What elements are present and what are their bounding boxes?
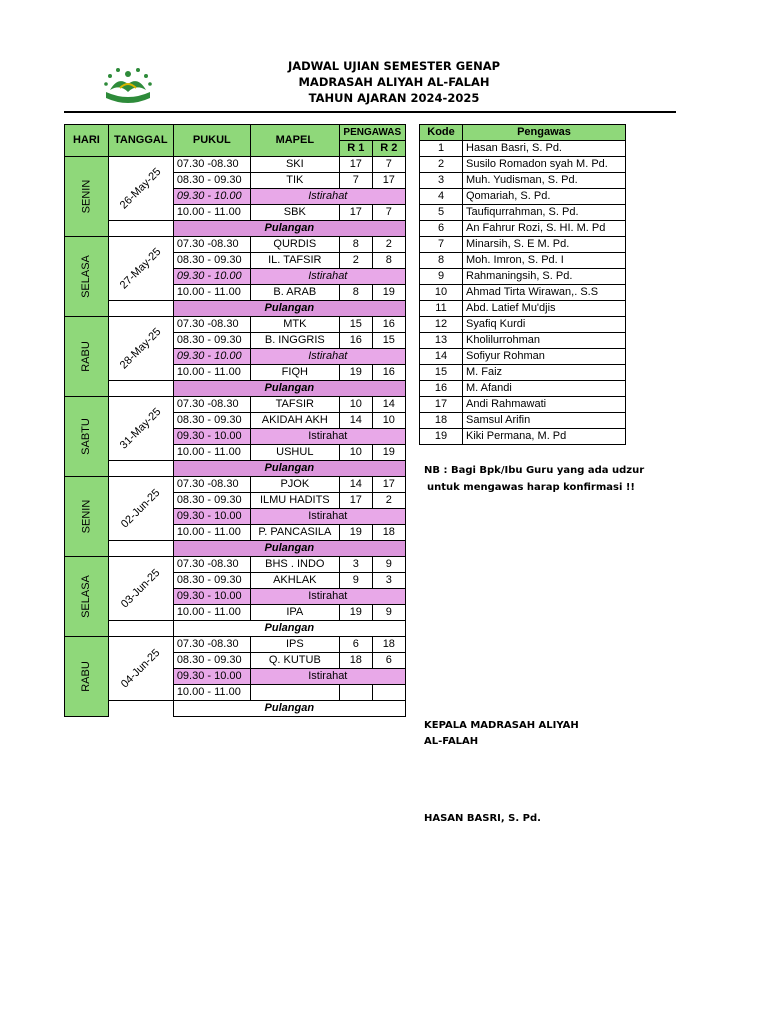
- r2-cell: 3: [372, 573, 405, 589]
- nama-pengawas-cell: An Fahrur Rozi, S. HI. M. Pd: [463, 221, 626, 237]
- header-r2: R 2: [372, 141, 405, 157]
- page-header: [0, 58, 768, 106]
- nama-pengawas-cell: M. Faiz: [463, 365, 626, 381]
- pulangan-row: [65, 301, 406, 317]
- r2-cell: 15: [372, 333, 405, 349]
- header-pengawas: PENGAWAS: [339, 125, 405, 141]
- kode-cell: 4: [420, 189, 463, 205]
- r2-cell: 19: [372, 445, 405, 461]
- hari-cell: [65, 477, 109, 557]
- table-row: [65, 237, 406, 253]
- mapel-cell: B. INGGRIS: [250, 333, 339, 349]
- mapel-cell: BHS . INDO: [250, 557, 339, 573]
- mapel-cell: FIQH: [250, 365, 339, 381]
- r1-cell: 19: [339, 605, 372, 621]
- kode-cell: 19: [420, 429, 463, 445]
- kode-cell: 1: [420, 141, 463, 157]
- r1-cell: 2: [339, 253, 372, 269]
- pulangan-cell: Pulangan: [173, 301, 405, 317]
- pukul-cell: 08.30 - 09.30: [173, 333, 250, 349]
- header-kode: Kode: [420, 125, 463, 141]
- signature-line-1: KEPALA MADRASAH ALIYAH: [424, 720, 579, 731]
- pengawas-row: [420, 221, 626, 237]
- header-nama-pengawas: Pengawas: [463, 125, 626, 141]
- mapel-cell: B. ARAB: [250, 285, 339, 301]
- hari-label: SELASA: [79, 575, 92, 618]
- kode-cell: 8: [420, 253, 463, 269]
- note-text: [424, 462, 644, 496]
- blank-cell: [108, 541, 173, 557]
- kode-cell: 3: [420, 173, 463, 189]
- table-row: [65, 557, 406, 573]
- pukul-cell: 08.30 - 09.30: [173, 653, 250, 669]
- pengawas-row: [420, 173, 626, 189]
- pengawas-body: [420, 141, 626, 445]
- kode-cell: 9: [420, 269, 463, 285]
- nama-pengawas-cell: Minarsih, S. E M. Pd.: [463, 237, 626, 253]
- table-row: [65, 317, 406, 333]
- pulangan-row: [65, 541, 406, 557]
- mapel-cell: IPS: [250, 637, 339, 653]
- hari-cell: [65, 637, 109, 717]
- mapel-cell: MTK: [250, 317, 339, 333]
- tanggal-cell: [108, 637, 173, 701]
- tanggal-label: 03-Jun-25: [118, 566, 163, 610]
- r1-cell: 9: [339, 573, 372, 589]
- pengawas-row: [420, 317, 626, 333]
- nama-pengawas-cell: Kiki Permana, M. Pd: [463, 429, 626, 445]
- pulangan-cell: Pulangan: [173, 541, 405, 557]
- r2-cell: 19: [372, 285, 405, 301]
- kode-cell: 11: [420, 301, 463, 317]
- mapel-cell: SBK: [250, 205, 339, 221]
- pukul-cell: 09.30 - 10.00: [173, 269, 250, 285]
- pukul-cell: 08.30 - 09.30: [173, 573, 250, 589]
- pulangan-row: [65, 701, 406, 717]
- pukul-cell: 08.30 - 09.30: [173, 173, 250, 189]
- r2-cell: 18: [372, 637, 405, 653]
- pengawas-row: [420, 253, 626, 269]
- header-pukul: PUKUL: [173, 125, 250, 157]
- r2-cell: 2: [372, 493, 405, 509]
- pukul-cell: 10.00 - 11.00: [173, 445, 250, 461]
- pukul-cell: 07.30 -08.30: [173, 157, 250, 173]
- blank-cell: [108, 461, 173, 477]
- header-hari: HARI: [65, 125, 109, 157]
- mapel-cell: ILMU HADITS: [250, 493, 339, 509]
- pukul-cell: 10.00 - 11.00: [173, 365, 250, 381]
- r2-cell: 14: [372, 397, 405, 413]
- nama-pengawas-cell: Taufiqurrahman, S. Pd.: [463, 205, 626, 221]
- r2-cell: 18: [372, 525, 405, 541]
- pengawas-row: [420, 269, 626, 285]
- pulangan-row: [65, 621, 406, 637]
- title-line-2: MADRASAH ALIYAH AL-FALAH: [298, 75, 490, 89]
- pulangan-row: [65, 221, 406, 237]
- pengawas-row: [420, 333, 626, 349]
- tanggal-cell: [108, 157, 173, 221]
- r2-cell: 7: [372, 205, 405, 221]
- mapel-cell: AKIDAH AKH: [250, 413, 339, 429]
- table-row: [65, 477, 406, 493]
- pulangan-cell: Pulangan: [173, 621, 405, 637]
- tanggal-label: 27-May-25: [117, 245, 164, 291]
- pukul-cell: 09.30 - 10.00: [173, 669, 250, 685]
- table-row: [65, 637, 406, 653]
- note-line-2: untuk mengawas harap konfirmasi !!: [427, 482, 635, 493]
- hari-cell: [65, 317, 109, 397]
- pukul-cell: 09.30 - 10.00: [173, 589, 250, 605]
- kode-cell: 13: [420, 333, 463, 349]
- r2-cell: 17: [372, 173, 405, 189]
- schedule-table: [64, 124, 406, 717]
- r1-cell: 15: [339, 317, 372, 333]
- mapel-cell: QURDIS: [250, 237, 339, 253]
- pengawas-row: [420, 397, 626, 413]
- pengawas-row: [420, 349, 626, 365]
- r1-cell: 17: [339, 157, 372, 173]
- pukul-cell: 10.00 - 11.00: [173, 685, 250, 701]
- header-r1: R 1: [339, 141, 372, 157]
- kode-cell: 17: [420, 397, 463, 413]
- kode-cell: 15: [420, 365, 463, 381]
- pukul-cell: 07.30 -08.30: [173, 397, 250, 413]
- pukul-cell: 07.30 -08.30: [173, 317, 250, 333]
- tanggal-label: 31-May-25: [117, 405, 164, 451]
- r1-cell: 19: [339, 525, 372, 541]
- r2-cell: 16: [372, 365, 405, 381]
- hari-label: SENIN: [79, 179, 92, 214]
- tanggal-label: 04-Jun-25: [118, 646, 163, 690]
- tanggal-label: 28-May-25: [117, 325, 164, 371]
- pukul-cell: 07.30 -08.30: [173, 477, 250, 493]
- r2-cell: 9: [372, 605, 405, 621]
- pukul-cell: 07.30 -08.30: [173, 237, 250, 253]
- nama-pengawas-cell: Qomariah, S. Pd.: [463, 189, 626, 205]
- hari-label: RABU: [79, 341, 92, 372]
- r2-cell: 17: [372, 477, 405, 493]
- istirahat-cell: Istirahat: [250, 189, 405, 205]
- pengawas-row: [420, 189, 626, 205]
- mapel-cell: P. PANCASILA: [250, 525, 339, 541]
- pengawas-row: [420, 429, 626, 445]
- r1-cell: 19: [339, 365, 372, 381]
- title-line-3: TAHUN AJARAN 2024-2025: [308, 91, 480, 105]
- r2-cell: 8: [372, 253, 405, 269]
- header-mapel: MAPEL: [250, 125, 339, 157]
- mapel-cell: SKI: [250, 157, 339, 173]
- pengawas-table: [419, 124, 626, 445]
- blank-cell: [108, 381, 173, 397]
- pukul-cell: 09.30 - 10.00: [173, 349, 250, 365]
- tanggal-label: 02-Jun-25: [118, 486, 163, 530]
- istirahat-cell: Istirahat: [250, 269, 405, 285]
- kode-cell: 14: [420, 349, 463, 365]
- nama-pengawas-cell: Hasan Basri, S. Pd.: [463, 141, 626, 157]
- kode-cell: 2: [420, 157, 463, 173]
- kode-cell: 16: [420, 381, 463, 397]
- nama-pengawas-cell: Muh. Yudisman, S. Pd.: [463, 173, 626, 189]
- hari-label: SELASA: [79, 255, 92, 298]
- blank-cell: [108, 621, 173, 637]
- r1-cell: 16: [339, 333, 372, 349]
- pengawas-row: [420, 381, 626, 397]
- r1-cell: 8: [339, 237, 372, 253]
- r2-cell: 7: [372, 157, 405, 173]
- mapel-cell: AKHLAK: [250, 573, 339, 589]
- header-rule: [64, 111, 676, 113]
- kode-cell: 6: [420, 221, 463, 237]
- mapel-cell: [250, 685, 339, 701]
- pengawas-row: [420, 285, 626, 301]
- istirahat-cell: Istirahat: [250, 509, 405, 525]
- kode-cell: 10: [420, 285, 463, 301]
- istirahat-cell: Istirahat: [250, 349, 405, 365]
- table-row: [65, 157, 406, 173]
- tanggal-cell: [108, 477, 173, 541]
- r1-cell: 7: [339, 173, 372, 189]
- r1-cell: 8: [339, 285, 372, 301]
- r1-cell: 17: [339, 205, 372, 221]
- pukul-cell: 09.30 - 10.00: [173, 189, 250, 205]
- hari-cell: [65, 237, 109, 317]
- signature-name: HASAN BASRI, S. Pd.: [424, 813, 541, 824]
- pulangan-cell: Pulangan: [173, 381, 405, 397]
- nama-pengawas-cell: Sofiyur Rohman: [463, 349, 626, 365]
- r1-cell: 3: [339, 557, 372, 573]
- hari-label: SENIN: [79, 499, 92, 534]
- r2-cell: 6: [372, 653, 405, 669]
- r1-cell: 14: [339, 413, 372, 429]
- header-tanggal: TANGGAL: [108, 125, 173, 157]
- hari-cell: [65, 157, 109, 237]
- nama-pengawas-cell: Syafiq Kurdi: [463, 317, 626, 333]
- pukul-cell: 08.30 - 09.30: [173, 253, 250, 269]
- mapel-cell: PJOK: [250, 477, 339, 493]
- kode-cell: 12: [420, 317, 463, 333]
- r1-cell: 17: [339, 493, 372, 509]
- pukul-cell: 09.30 - 10.00: [173, 509, 250, 525]
- tanggal-cell: [108, 237, 173, 301]
- r1-cell: 10: [339, 397, 372, 413]
- pengawas-row: [420, 141, 626, 157]
- pulangan-cell: Pulangan: [173, 701, 405, 717]
- mapel-cell: Q. KUTUB: [250, 653, 339, 669]
- pukul-cell: 07.30 -08.30: [173, 637, 250, 653]
- pukul-cell: 10.00 - 11.00: [173, 285, 250, 301]
- pengawas-row: [420, 205, 626, 221]
- table-row: [65, 397, 406, 413]
- nama-pengawas-cell: Rahmaningsih, S. Pd.: [463, 269, 626, 285]
- nama-pengawas-cell: M. Afandi: [463, 381, 626, 397]
- nama-pengawas-cell: Samsul Arifin: [463, 413, 626, 429]
- pulangan-cell: Pulangan: [173, 221, 405, 237]
- title-line-1: JADWAL UJIAN SEMESTER GENAP: [287, 59, 501, 73]
- mapel-cell: TIK: [250, 173, 339, 189]
- mapel-cell: USHUL: [250, 445, 339, 461]
- hari-cell: [65, 557, 109, 637]
- pukul-cell: 10.00 - 11.00: [173, 605, 250, 621]
- r2-cell: [372, 685, 405, 701]
- tanggal-cell: [108, 317, 173, 381]
- pukul-cell: 08.30 - 09.30: [173, 413, 250, 429]
- pengawas-row: [420, 413, 626, 429]
- pukul-cell: 08.30 - 09.30: [173, 493, 250, 509]
- pukul-cell: 10.00 - 11.00: [173, 525, 250, 541]
- signature-title: [424, 718, 579, 750]
- r2-cell: 10: [372, 413, 405, 429]
- kode-cell: 5: [420, 205, 463, 221]
- istirahat-cell: Istirahat: [250, 589, 405, 605]
- note-line-1: NB : Bagi Bpk/Ibu Guru yang ada udzur: [424, 465, 645, 476]
- tanggal-cell: [108, 557, 173, 621]
- tanggal-label: 26-May-25: [117, 165, 164, 211]
- r2-cell: 2: [372, 237, 405, 253]
- r1-cell: 14: [339, 477, 372, 493]
- hari-label: SABTU: [79, 418, 92, 455]
- pengawas-row: [420, 237, 626, 253]
- r1-cell: 6: [339, 637, 372, 653]
- nama-pengawas-cell: Susilo Romadon syah M. Pd.: [463, 157, 626, 173]
- pengawas-row: [420, 157, 626, 173]
- mapel-cell: IPA: [250, 605, 339, 621]
- pengawas-row: [420, 301, 626, 317]
- mapel-cell: TAFSIR: [250, 397, 339, 413]
- nama-pengawas-cell: Moh. Imron, S. Pd. I: [463, 253, 626, 269]
- blank-cell: [108, 301, 173, 317]
- mapel-cell: IL. TAFSIR: [250, 253, 339, 269]
- nama-pengawas-cell: Ahmad Tirta Wirawan,. S.S: [463, 285, 626, 301]
- istirahat-cell: Istirahat: [250, 429, 405, 445]
- kode-cell: 18: [420, 413, 463, 429]
- hari-label: RABU: [79, 661, 92, 692]
- schedule-body: [65, 157, 406, 717]
- pulangan-cell: Pulangan: [173, 461, 405, 477]
- r2-cell: 9: [372, 557, 405, 573]
- hari-cell: [65, 397, 109, 477]
- nama-pengawas-cell: Andi Rahmawati: [463, 397, 626, 413]
- pulangan-row: [65, 461, 406, 477]
- kode-cell: 7: [420, 237, 463, 253]
- pukul-cell: 09.30 - 10.00: [173, 429, 250, 445]
- r2-cell: 16: [372, 317, 405, 333]
- blank-cell: [108, 221, 173, 237]
- signature-line-2: AL-FALAH: [424, 736, 479, 747]
- r1-cell: 10: [339, 445, 372, 461]
- r1-cell: [339, 685, 372, 701]
- nama-pengawas-cell: Abd. Latief Mu'djis: [463, 301, 626, 317]
- r1-cell: 18: [339, 653, 372, 669]
- pengawas-row: [420, 365, 626, 381]
- blank-cell: [108, 701, 173, 717]
- nama-pengawas-cell: Kholilurrohman: [463, 333, 626, 349]
- pukul-cell: 10.00 - 11.00: [173, 205, 250, 221]
- tanggal-cell: [108, 397, 173, 461]
- pukul-cell: 07.30 -08.30: [173, 557, 250, 573]
- pulangan-row: [65, 381, 406, 397]
- istirahat-cell: Istirahat: [250, 669, 405, 685]
